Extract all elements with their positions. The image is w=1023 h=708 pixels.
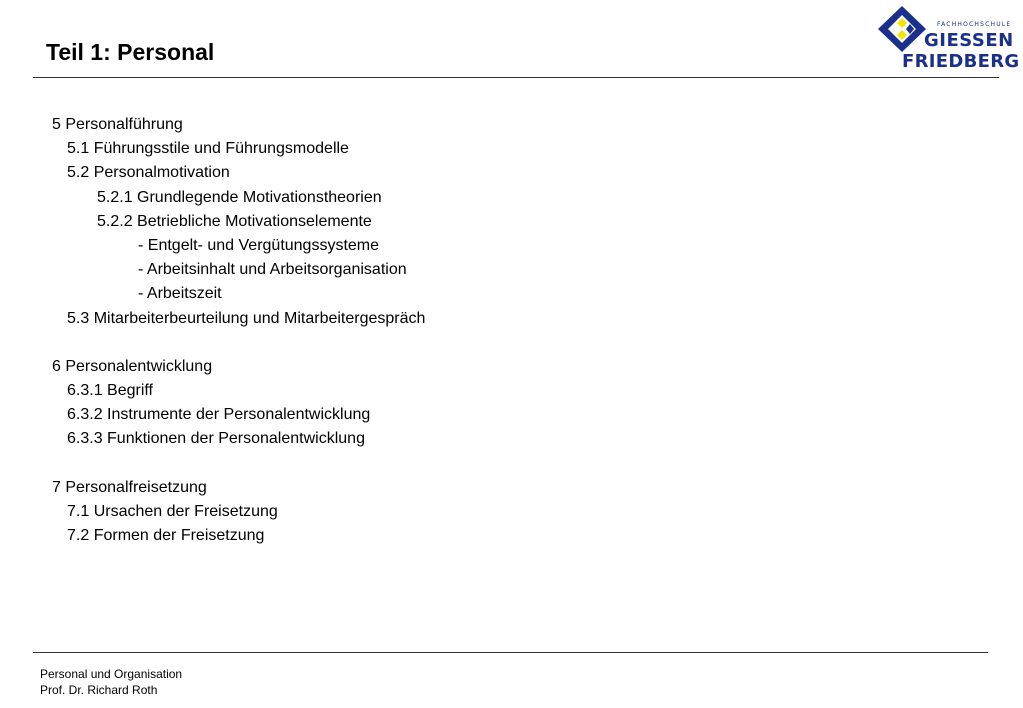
toc-item: 5.2 Personalmotivation [67,164,230,182]
toc-item: 6.3.1 Begriff [67,382,153,400]
logo-line1: GIESSEN [924,30,1014,51]
toc-item: 5.1 Führungsstile und Führungsmodelle [67,140,349,158]
toc-item: - Arbeitsinhalt und Arbeitsorganisation [138,261,407,279]
toc-item: 6.3.3 Funktionen der Personalentwicklung [67,430,365,448]
toc-gap [52,331,425,355]
toc-item: - Entgelt- und Vergütungssysteme [138,236,380,254]
footer-course: Personal und Organisation [40,667,183,681]
table-of-contents [52,113,425,548]
toc-item: - Arbeitszeit [138,285,222,303]
header-divider [33,77,999,78]
toc-item: 6.3.2 Instrumente der Personalentwicklung [67,406,371,424]
logo-line2: FRIEDBERG [902,51,1020,72]
toc-item: 5.3 Mitarbeiterbeurteilung und Mitarbeitergespräch [67,309,426,327]
toc-item: 5 Personalführung [52,116,183,133]
toc-item: 5.2.1 Grundlegende Motivationstheorien [97,188,382,206]
university-logo [877,5,1020,73]
footer-author: Prof. Dr. Richard Roth [40,683,158,697]
footer-divider [33,652,988,653]
toc-item: 7.1 Ursachen der Freisetzung [67,503,278,520]
toc-item: 7 Personalfreisetzung [52,478,207,496]
logo-small-text: FACHHOCHSCHULE [937,21,1012,28]
toc-item: 6 Personalentwicklung [52,357,213,375]
footer [40,666,182,698]
toc-item: 7.2 Formen der Freisetzung [67,527,265,545]
toc-item: 5.2.2 Betriebliche Motivationselemente [97,212,372,230]
toc-gap [52,452,425,476]
page-title: Teil 1: Personal [46,39,215,65]
